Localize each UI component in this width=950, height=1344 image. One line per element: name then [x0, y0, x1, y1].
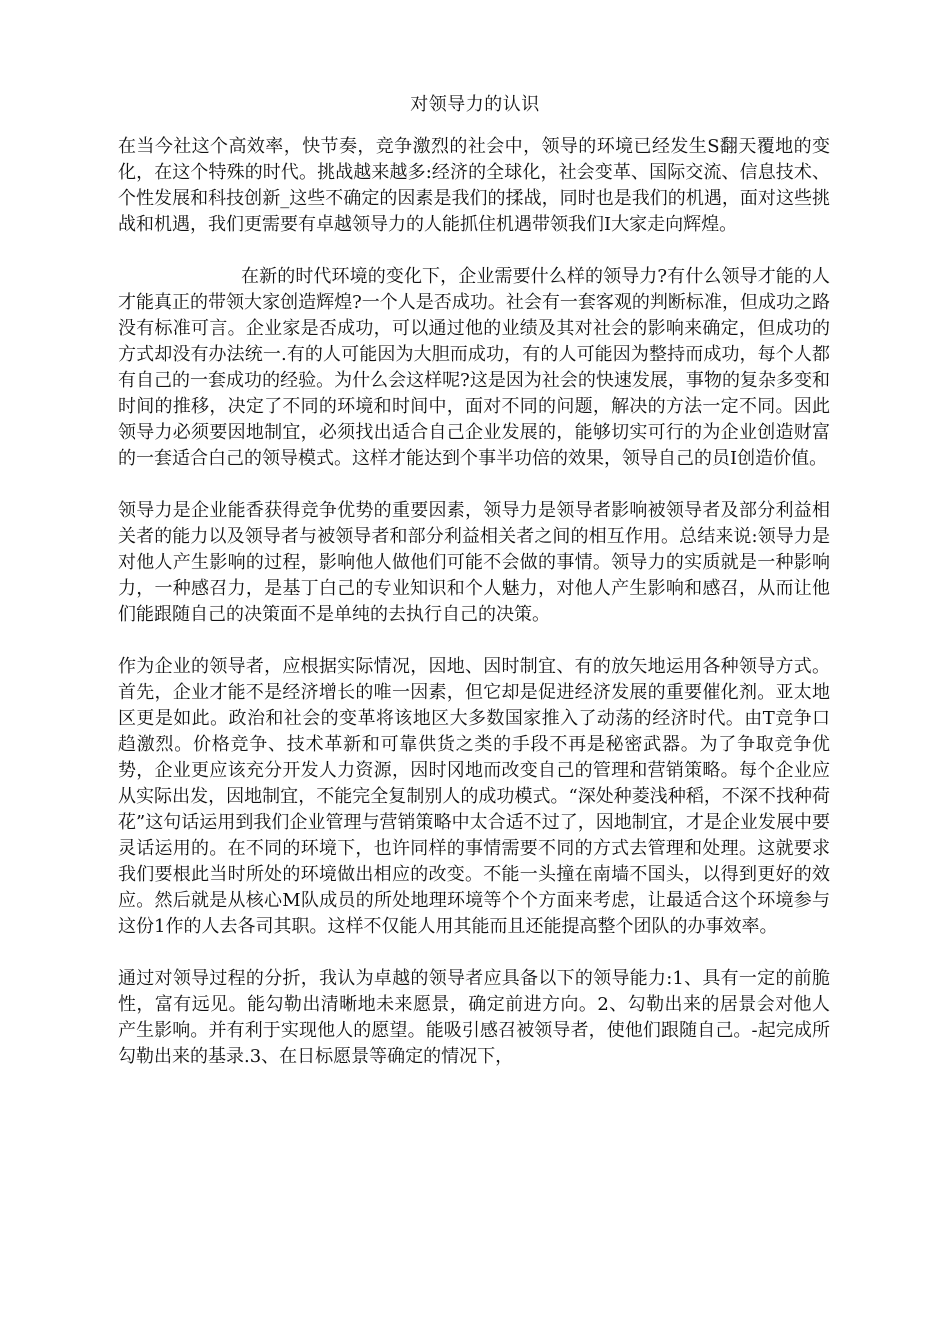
paragraph-leadership-abilities: 通过对领导过程的分折，我认为卓越的领导者应具备以下的领导能力:1、具有一定的前脆性，富有远见。能勾勒出清晰地未来愿景，确定前进方向。2、勾勒出来的居景会对他人产生影响。并有利于实现他人的愿望。能吸引感召被领导者，使他们跟随自己。-起完成所勾勒出来的基录.3、在日标愿景等确定的情况下，	[118, 968, 830, 1067]
paragraph-leadership-definition: 领导力是企业能香获得竞争优势的重要因素，领导力是领导者影响被领导者及部分利益相关者的能力以及领导者与被领导者和部分利益相关者之间的相互作用。总结来说:领导力是对他人产生影响的过程，影响他人做他们可能不会做的事情。领导力的实质就是一种影响力，一种感召力，是基丁白己的专业知识和个人魅力，对他人产生影响和感召，从而让他们能跟随自己的决策面不是单纯的去执行自己的决策。	[118, 500, 830, 625]
paragraph-leadership-needs: 在新的时代环境的变化下，企业需要什么样的领导力?有什么领导才能的人才能真正的带领大家创造辉煌?一个人是否成功。社会有一套客观的判断标准，但成功之路没有标准可言。企业家是否成功，可以通过他的业绩及其对社会的影响来确定，但成功的方式却没有办法统一.有的人可能因为大胆而成功，有的人可能因为整持而成功，每个人都有自己的一套成功的经验。为什么会这样呢?这是因为社会的快速发展，事物的复杂多变和时间的推移，决定了不同的环境和时间中，面对不同的问题，解决的方法一定不同。因此领导力必须要因地制宜，必须找出适合自己企业发展的，能够切实可行的为企业创造财富的一套适合白己的领导模式。这样才能达到个事半功倍的效果，领导自己的员I创造价值。	[118, 266, 830, 469]
paragraph-intro: 在当今社这个高效率，快节奏，竞争激烈的社会中，领导的环境已经发生S翻天覆地的变化，在这个特殊的时代。挑战越来越多:经济的全球化，社会变革、国际交流、信息技术、个性发展和科技创新_这些不确定的因素是我们的揉战，同时也是我们的机遇，面对这些挑战和机遇，我们更需要有卓越领导力的人能抓住机遇带领我们I大家走向辉煌。	[118, 136, 830, 235]
document-body	[118, 134, 830, 1096]
document-title: 对领导力的认识	[410, 94, 540, 115]
paragraph-leadership-practice: 作为企业的领导者，应根据实际情况，因地、因时制宜、有的放矢地运用各种领导方式。首先，企业才能不是经济增长的唯一因素，但它却是促进经济发展的重要催化剂。亚太地区更是如此。政治和社会的变革将该地区大多数国家推入了动荡的经济时代。由T竞争口趋激烈。价格竞争、技术革新和可靠供货之类的手段不再是秘密武器。为了争取竞争优势，企业更应该充分开发人力资源，因时冈地而改变自己的管理和营销策略。每个企业应从实际出发，因地制宜，不能完全复制别人的成功模式。“深处种菱浅种稻，不深不找种荷花”这句话运用到我们企业管理与营销策略中太合适不过了，因地制宜，才是企业发展中要灵话运用的。在不同的环境下，也许同样的事情需要不同的方式去管理和处理。这就要求我们要根此当时所处的环境做出相应的改变。不能一头撞在南墙不国头，以得到更好的效应。然后就是从核心M队成员的所处地理环境等个个方面来考虑，让最适合这个环境参与这份1作的人去各司其职。这样不仅能人用其能而且还能提高整个团队的办事效率。	[118, 656, 830, 937]
